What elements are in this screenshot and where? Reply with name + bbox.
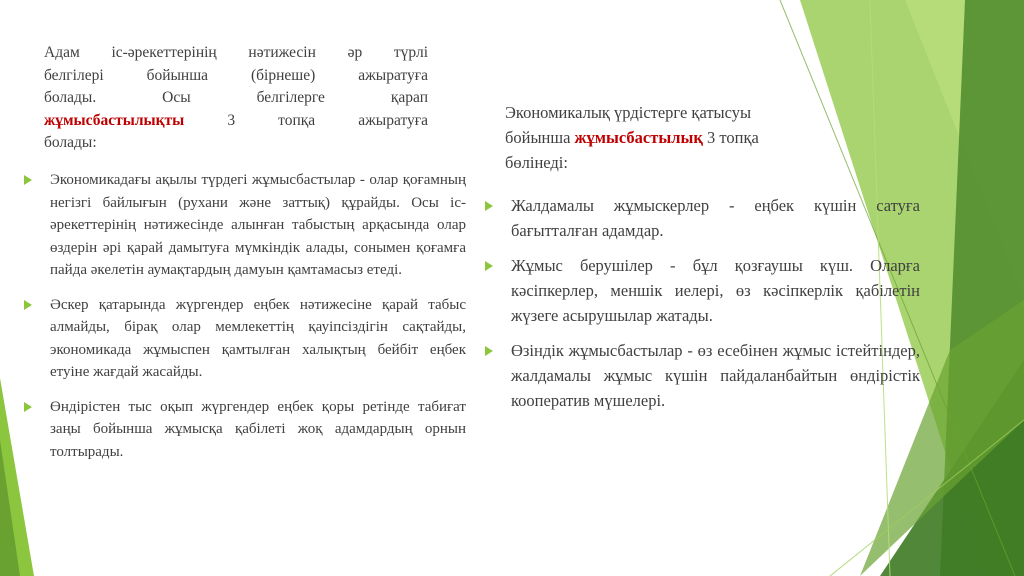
list-item — [485, 193, 920, 243]
left-list-block — [22, 169, 466, 475]
bullet-arrow-icon — [24, 402, 32, 412]
list-item — [485, 253, 920, 328]
right-intro-text: 3 топқа — [702, 128, 759, 147]
right-intro-line: бөлінеді: — [505, 153, 568, 172]
list-item-text: Өндірістен тыс оқып жүргендер еңбек қоры ретінде табиғат заңы бойынша жұмысқа қабілеті жоқ адамдардың орнын толтырады. — [50, 398, 466, 460]
right-bullet-list — [485, 193, 920, 413]
highlight-term: жұмысбастылықты — [44, 111, 185, 129]
highlight-term: жұмысбастылық — [574, 128, 703, 147]
list-item-text: Әскер қатарында жүргендер еңбек нәтижесіне қарай табыс алмайды, бірақ олар мемлекеттің қауіпсіздігін сақтайды, экономикада жұмыспен қамтылған халықтың бейбіт еңбек етуіне жағдай жасайды. — [50, 296, 466, 380]
list-item-text: Жұмыс берушілер - бұл қозғаушы күш. Оларға кәсіпкерлер, меншік иелері, өз кәсіпкерлік қабілетін жүзеге асырушылар жатады. — [511, 256, 920, 325]
left-intro-line: болады: — [44, 134, 97, 151]
bullet-arrow-icon — [24, 175, 32, 185]
left-intro-line: Адам іс-әрекеттерінің нәтижесін әр түрлі — [44, 44, 428, 61]
list-item — [485, 338, 920, 413]
list-item — [22, 294, 466, 384]
left-column — [44, 42, 428, 155]
bullet-arrow-icon — [485, 261, 493, 271]
left-bullet-list — [22, 169, 466, 463]
right-intro-line: Экономикалық үрдістерге қатысуы — [505, 103, 752, 122]
list-item-text: Өзіндік жұмысбастылар - өз есебінен жұмыс істейтіндер, жалдамалы жұмыс күшін пайдаланбайтын өндірістік кооператив мүшелері. — [511, 341, 920, 410]
bullet-arrow-icon — [24, 300, 32, 310]
left-intro-line — [44, 110, 428, 133]
bullet-arrow-icon — [485, 201, 493, 211]
right-intro — [505, 100, 845, 175]
right-intro-line — [505, 125, 845, 150]
list-item — [22, 169, 466, 282]
right-intro-text: бойынша — [505, 128, 575, 147]
right-list-block — [485, 193, 920, 423]
list-item — [22, 396, 466, 464]
left-intro-text: 3 топқа ажыратуға — [184, 111, 428, 129]
list-item-text: Экономикадағы ақылы түрдегі жұмысбастылар - олар қоғамның негізгі байлығын (рухани және заттық) құрайды. Осы іс-әрекеттерінің нәтижесінде алынған табыстың арқасында олар өздерін әрі қарай дамытуға мүмкіндік алады, сонымен қоғамға пайда әкелетін аумақтардың дамуын қамтамасыз етеді. — [50, 172, 466, 278]
bullet-arrow-icon — [485, 346, 493, 356]
list-item-text: Жалдамалы жұмыскерлер - еңбек күшін сатуға бағытталған адамдар. — [511, 196, 920, 240]
left-intro — [44, 42, 428, 155]
left-intro-line: белгілері бойынша (бірнеше) ажыратуға — [44, 66, 428, 84]
left-intro-line: болады. Осы белгілерге қарап — [44, 89, 428, 106]
